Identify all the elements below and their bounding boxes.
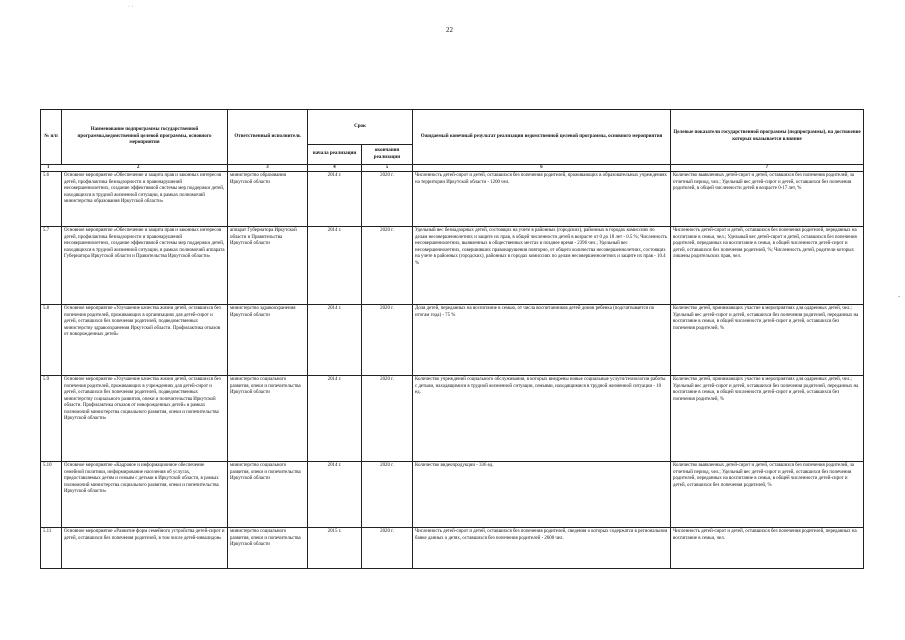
target-indicators: Количество выявленных детей-сирот и детей, оставшихся без попечения родителей, за отчетный период, чел.; Удельный вес детей-сирот и детей, оставшихся без попечения родителей, в общей численности детей в возрасте 0-17 лет, % [671,172,864,227]
col-number: 1 [47,165,50,170]
measure-name: Основное мероприятие «Обеспечение и защита прав и законных интересов детей, профилактика безнадзорности и правонарушений несовершеннолетних, создание эффективной системы мер поддержки детей, находящихся в трудной жизненной ситуации, в рамках полномочий министерства образования Иркутской области» [62,172,228,227]
expected-result: Численность детей-сирот и детей, оставшихся без попечения родителей, проживающих в образовательных учреждениях на территории Иркутской области - 1200 чел. [413,172,671,227]
col-end-header: окончания реализации [362,145,413,165]
col-indicators-header: Целевые показатели государственной программы (подпрограммы), на достижение которых оказывается влияние [671,110,864,165]
margin-mark: - [898,292,901,300]
col-name-header: Наименование подпрограммы государственной программы,ведомственной целевой программы, основного мероприятия [62,110,228,165]
target-indicators: Количество детей, принимающих участие в мероприятиях для одаренных детей, чел.; Удельный вес детей-сирот и детей, оставшихся без попечения родителей, переданных на воспитание в семьи, в общей численности детей-сирот и детей, оставшихся без попечения родителей, % [671,305,864,376]
expected-result: Количество видеопродукции - 336 ед. [413,462,671,528]
col-number: 3 [228,165,308,172]
page-number: 22 [446,26,453,34]
measure-name: Основное мероприятие «Кадровое и информационное обеспечение семейной политики, информирование населения об услугах, предоставляемых детям и семьям с детьми в Иркутской области, в рамках полномочий министерства социального развития, опеки и попечительства Иркутской области» [62,462,228,528]
end-year: 2020 г. [362,305,413,376]
col-number: 7 [671,165,864,172]
expected-result: Доля детей, переданных на воспитание в семью, от числа воспитанников детей домов ребенка (подсчитывается по итогам года) - 75 % [413,305,671,376]
executor: министерство социального развития, опеки и попечительства Иркутской области [228,376,308,462]
measure-name: Основное мероприятие «Обеспечение и защита прав и законных интересов детей, профилактика безнадзорности и правонарушений несовершеннолетних, создание эффективной системы мер поддержки детей, находящихся в трудной жизненной ситуации, в рамках полномочий аппарата Губернатора Иркутской области и Правительства Иркутской области» [62,227,228,305]
executor: министерство социального развития, опеки и попечительства Иркутской области [228,462,308,528]
executor: министерство образования Иркутской области [228,172,308,227]
col-number: 4 [308,165,362,172]
expected-result: Удельный вес безнадзорных детей, состоящих на учете в районных (городских), районных в городах комиссиях по делам несовершеннолетних и защите их прав, в общей численности детей в возрасте от 0 до 18 лет - 0.5 %; Численность несовершеннолетних, выявленных в общественных местах в позднее время - 2396 чел.; Удельный вес несовершеннолетних, совершивших правонарушения повторно, от общего количества несовершеннолетних, состоящих на учете в районных (городских), районных в городах комиссиях по делам несовершеннолетних и защите их прав - 10.4 % [413,227,671,305]
table-row [41,462,864,528]
measure-name: Основное мероприятие «Развитие форм семейного устройства детей-сирот и детей, оставшихся без попечения родителей, в том числе детей-инвалидов» [62,528,228,569]
start-year: 2014 г. [308,227,362,305]
row-number: 5.9 [41,376,62,462]
col-num-header: № п/п [41,110,62,165]
row-number: 5.7 [41,227,62,305]
start-year: 2014 г. [308,172,362,227]
end-year: 2020 г. [362,462,413,528]
row-number: 5.8 [41,305,62,376]
executor: аппарат Губернатора Иркутской области и Правительства Иркутской области [228,227,308,305]
end-year: 2020 г. [362,172,413,227]
end-year: 2020 г. [362,376,413,462]
table-row [41,172,864,227]
start-year: 2014 г. [308,305,362,376]
start-year: 2014 г. [308,376,362,462]
row-number: 5.6 [41,172,62,227]
col-number: 6 [413,165,671,172]
table-row [41,305,864,376]
program-table [40,109,864,569]
row-number: 5.11 [41,528,62,569]
scan-specks: · · [128,4,134,10]
table-row [41,227,864,305]
target-indicators: Количество выявленных детей-сирот и детей, оставшихся без попечения родителей, за отчетный период, чел.; Удельный вес детей-сирот и детей, оставшихся без попечения родителей, переданных на воспитание в семьи, в общей численности детей-сирот и детей, оставшихся без попечения родителей, % [671,462,864,528]
end-year: 2020 г. [362,227,413,305]
start-year: 2015 г. [308,528,362,569]
target-indicators: Численность детей-сирот и детей, оставшихся без попечения родителей, переданных на воспитание в семьи, чел. [671,528,864,569]
target-indicators: Количество детей, принимающих участие в мероприятиях для одаренных детей, чел.; Удельный вес детей-сирот и детей, оставшихся без попечения родителей, переданных на воспитание в семьи, в общей численности детей-сирот и детей, оставшихся без попечения родителей, % [671,376,864,462]
col-number: 2 [137,165,140,170]
measure-name: Основное мероприятие «Улучшение качества жизни детей, оставшихся без попечения родителей, проживающих в учреждениях для детей-сирот и детей, оставшихся без попечения родителей, подведомственных министерству социального развития, опеки и попечительства Иркутской области. Профилактика отказов от новорожденных детей» в рамках полномочий министерства социального развития, опеки и попечительства Иркутской области» [62,376,228,462]
executor: министерство здравоохранения Иркутской области [228,305,308,376]
expected-result: Количество учреждений социального обслуживания, в которых внедрены новые социальные услуги/технологии работы с детьми, находящимися в трудной жизненной ситуации, семьями, находящимися в трудной жизненной ситуации - 10 ед. [413,376,671,462]
col-start-header: начала реализации [308,145,362,165]
col-number: 5 [362,165,413,172]
col-exec-header: Ответственный исполнитель [228,110,308,165]
col-term-header: Срок [308,110,413,145]
row-number: 5.10 [41,462,62,528]
col-result-header: Ожидаемый конечный результат реализации ведомственной целевой программы, основного мероприятия [413,110,671,165]
col-number-1-2 [41,165,228,172]
table-row [41,528,864,569]
end-year: 2020 г. [362,528,413,569]
table-row [41,376,864,462]
target-indicators: Численность детей-сирот и детей, оставшихся без попечения родителей, переданных на воспитание в семьи, чел.; Удельный вес детей-сирот и детей, оставшихся без попечения родителей, переданных на воспитание в семьи, в общей численности детей-сирот и детей, оставшихся без попечения родителей, %; Численность детей, родители которых лишены родительских прав, чел. [671,227,864,305]
start-year: 2014 г. [308,462,362,528]
measure-name: Основное мероприятие «Улучшение качества жизни детей, оставшихся без попечения родителей, проживающих в организациях для детей-сирот и детей, оставшихся без попечения родителей, подведомственных министерству здравоохранения Иркутской области. Профилактика отказов от новорожденных детей» [62,305,228,376]
expected-result: Численность детей-сирот и детей, оставшихся без попечения родителей, сведения о которых содержатся в региональном банке данных о детях, оставшихся без попечения родителей - 2600 чел. [413,528,671,569]
executor: министерство социального развития, опеки и попечительства Иркутской области [228,528,308,569]
